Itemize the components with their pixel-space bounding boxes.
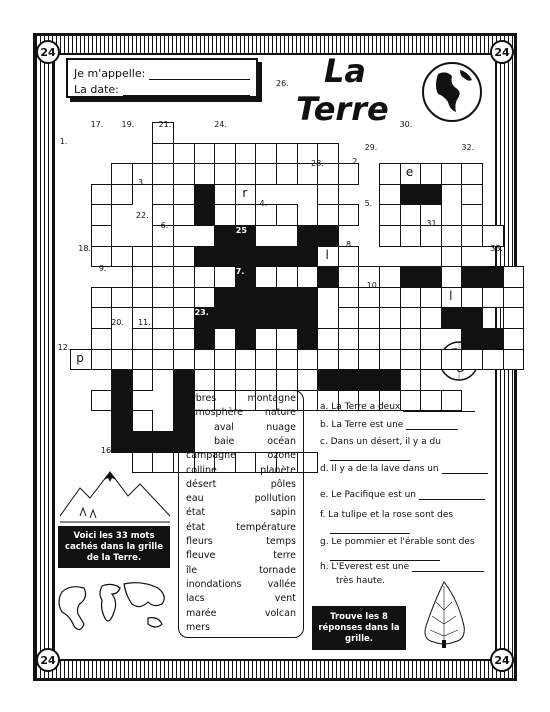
grid-cell-black xyxy=(235,328,257,350)
grid-cell[interactable] xyxy=(132,328,154,350)
word-list-item: inondations xyxy=(186,578,242,590)
question-item xyxy=(320,437,441,447)
grid-cell[interactable] xyxy=(255,143,277,165)
clue-number: 12. xyxy=(57,342,71,352)
grid-cell-black xyxy=(235,307,257,329)
grid-cell[interactable] xyxy=(173,143,195,165)
tree-drawing-icon xyxy=(416,578,472,650)
grid-cell[interactable] xyxy=(255,266,277,288)
question-text: c. Dans un désert, il y a du xyxy=(320,437,441,447)
grid-cell[interactable] xyxy=(255,163,277,185)
grid-cell-black xyxy=(420,266,442,288)
grid-letter xyxy=(400,163,420,183)
grid-cell[interactable] xyxy=(379,266,401,288)
question-item xyxy=(320,464,488,474)
grid-cell[interactable] xyxy=(358,328,380,350)
grid-cell-black xyxy=(482,328,504,350)
grid-cell[interactable] xyxy=(338,204,360,226)
grid-letter xyxy=(235,184,255,204)
word-list-item: montagne xyxy=(247,393,296,404)
grid-cell[interactable] xyxy=(91,204,113,226)
grid-cell-black xyxy=(297,246,319,268)
grid-letter-text: l xyxy=(449,288,453,303)
grid-cell[interactable] xyxy=(152,163,174,185)
page-number-bottom-left: 24 xyxy=(36,648,60,672)
page-number-bottom-right: 24 xyxy=(490,648,514,672)
grid-cell[interactable] xyxy=(91,390,113,412)
word-list-item: vent xyxy=(274,593,296,605)
answer-line[interactable] xyxy=(403,402,475,412)
word-list-item: température xyxy=(236,521,296,533)
globe-americas-icon xyxy=(420,60,484,124)
grid-cell[interactable] xyxy=(91,328,113,350)
grid-cell[interactable] xyxy=(152,184,174,206)
grid-cell-black xyxy=(132,431,154,453)
grid-cell-black xyxy=(461,307,483,329)
grid-cell[interactable] xyxy=(132,369,154,391)
grid-cell[interactable] xyxy=(338,328,360,350)
grid-cell[interactable] xyxy=(276,204,298,226)
clue-number: 4. xyxy=(259,198,268,208)
grid-cell-black xyxy=(297,307,319,329)
grid-cell[interactable] xyxy=(379,225,401,247)
grid-cell[interactable] xyxy=(91,307,113,329)
grid-cell-black xyxy=(214,246,236,268)
clue-number-in-block: 27. xyxy=(277,267,292,277)
clue-number: 1. xyxy=(59,136,68,146)
word-list-item: état xyxy=(186,521,206,533)
grid-cell[interactable] xyxy=(358,287,380,309)
grid-cell-black xyxy=(441,307,463,329)
clue-number: 9. xyxy=(98,264,107,274)
grid-cell-black xyxy=(214,307,236,329)
grid-cell-black xyxy=(214,287,236,309)
clue-number-in-block: 25 xyxy=(235,226,247,235)
grid-cell[interactable] xyxy=(152,143,174,165)
grid-cell-black xyxy=(255,246,277,268)
question-item xyxy=(320,420,458,430)
grid-cell-black xyxy=(235,246,257,268)
word-list-item: fleurs xyxy=(186,536,213,547)
grid-cell[interactable] xyxy=(91,287,113,309)
grid-cell[interactable] xyxy=(441,266,463,288)
grid-cell-black xyxy=(111,390,133,412)
grid-cell[interactable] xyxy=(255,328,277,350)
question-text: h. L'Everest est une xyxy=(320,562,410,572)
grid-cell[interactable] xyxy=(214,328,236,350)
answer-line[interactable] xyxy=(330,551,440,561)
word-list-item: île xyxy=(186,564,198,576)
grid-cell[interactable] xyxy=(338,163,360,185)
grid-cell[interactable] xyxy=(194,349,216,371)
grid-cell[interactable] xyxy=(420,307,442,329)
word-list-item: tornade xyxy=(259,564,296,576)
word-list-item: lacs xyxy=(186,593,205,605)
question-item xyxy=(320,510,453,520)
page-number-top-right: 24 xyxy=(490,40,514,64)
grid-cell[interactable] xyxy=(235,369,257,391)
date-label: La date: xyxy=(74,83,119,96)
grid-cell[interactable] xyxy=(255,204,277,226)
grid-cell[interactable] xyxy=(461,225,483,247)
word-list-item: ozone xyxy=(267,450,296,462)
grid-cell[interactable] xyxy=(379,184,401,206)
grid-cell[interactable] xyxy=(338,287,360,309)
grid-letter-text: r xyxy=(242,185,248,200)
grid-cell[interactable] xyxy=(503,266,525,288)
grid-cell[interactable] xyxy=(379,349,401,371)
grid-cell[interactable] xyxy=(214,163,236,185)
grid-cell-black xyxy=(297,287,319,309)
grid-cell[interactable] xyxy=(111,246,133,268)
grid-cell[interactable] xyxy=(173,246,195,268)
word-list-item: sapin xyxy=(270,507,296,519)
word-list-item: océan xyxy=(267,435,296,447)
grid-cell-black xyxy=(235,287,257,309)
grid-cell[interactable] xyxy=(194,163,216,185)
grid-cell[interactable] xyxy=(400,225,422,247)
name-date-box xyxy=(66,58,258,98)
grid-cell-black xyxy=(338,369,360,391)
word-list-item: pollution xyxy=(254,493,296,505)
grid-cell-black xyxy=(461,328,483,350)
grid-cell[interactable] xyxy=(152,287,174,309)
grid-cell[interactable] xyxy=(503,287,525,309)
clue-number: 24. xyxy=(214,120,227,130)
clue-number: 15. xyxy=(321,383,335,393)
grid-cell[interactable] xyxy=(214,266,236,288)
grid-cell[interactable] xyxy=(317,204,339,226)
grid-cell[interactable] xyxy=(420,287,442,309)
question-item xyxy=(320,402,475,412)
word-list-item: fleuve xyxy=(186,550,216,562)
grid-cell[interactable] xyxy=(317,349,339,371)
grid-cell[interactable] xyxy=(503,307,525,329)
grid-cell[interactable] xyxy=(276,328,298,350)
grid-cell[interactable] xyxy=(194,287,216,309)
grid-letter xyxy=(441,287,461,307)
grid-cell-black xyxy=(482,266,504,288)
grid-cell[interactable] xyxy=(111,349,133,371)
answer-line[interactable] xyxy=(412,562,484,572)
question-text: f. La tulipe et la rose sont des xyxy=(320,510,454,520)
answer-line[interactable] xyxy=(406,420,458,430)
grid-cell[interactable] xyxy=(441,163,463,185)
grid-cell[interactable] xyxy=(111,287,133,309)
word-list-item: temps xyxy=(266,536,296,547)
grid-cell[interactable] xyxy=(400,307,422,329)
grid-cell[interactable] xyxy=(461,163,483,185)
grid-cell[interactable] xyxy=(358,307,380,329)
grid-cell[interactable] xyxy=(482,287,504,309)
clue-number: 5. xyxy=(364,198,373,208)
word-list-item: nature xyxy=(264,407,296,419)
grid-cell[interactable] xyxy=(173,163,195,185)
grid-cell[interactable] xyxy=(235,349,257,371)
grid-cell-black xyxy=(461,266,483,288)
clue-number: 31. xyxy=(426,219,440,229)
grid-cell-black xyxy=(400,266,422,288)
clue-number: 2. xyxy=(352,157,360,167)
grid-cell[interactable] xyxy=(420,163,442,185)
grid-cell[interactable] xyxy=(111,184,133,206)
word-list-item: état xyxy=(186,507,206,519)
grid-cell[interactable] xyxy=(358,349,380,371)
word-list-item: eau xyxy=(186,493,204,505)
word-list-item: terre xyxy=(273,550,296,562)
clue-number: 29. xyxy=(364,142,378,152)
word-list-item: marée xyxy=(186,607,217,619)
mountains-drawing-icon xyxy=(60,466,170,526)
grid-cell[interactable] xyxy=(379,204,401,226)
question-item xyxy=(320,537,475,547)
grid-cell[interactable] xyxy=(276,163,298,185)
grid-cell[interactable] xyxy=(214,349,236,371)
grid-cell[interactable] xyxy=(461,349,483,371)
clue-number: 33. xyxy=(490,243,503,253)
grid-cell-black xyxy=(297,328,319,350)
clue-number: 32. xyxy=(461,142,475,152)
clue-number: 21. xyxy=(158,120,172,130)
word-list-item: mers xyxy=(186,621,210,633)
date-line[interactable] xyxy=(123,85,250,96)
grid-cell[interactable] xyxy=(338,266,360,288)
page-number-top-left: 24 xyxy=(36,40,60,64)
question-item xyxy=(336,576,385,586)
grid-cell-black xyxy=(194,204,216,226)
grid-letter-text: l xyxy=(325,247,329,262)
grid-cell-black xyxy=(152,431,174,453)
grid-cell[interactable] xyxy=(503,328,525,350)
grid-cell[interactable] xyxy=(379,163,401,185)
clue-number-in-block: 14. xyxy=(153,370,168,380)
grid-cell-black xyxy=(276,246,298,268)
grid-cell[interactable] xyxy=(461,184,483,206)
title-terre: Terre xyxy=(296,90,389,128)
word-list-item: nuage xyxy=(266,421,296,433)
grid-cell[interactable] xyxy=(276,369,298,391)
grid-cell[interactable] xyxy=(194,143,216,165)
answers-label: Trouve les 8 réponses dans la grille. xyxy=(312,606,406,650)
word-list-item: volcan xyxy=(264,607,296,619)
grid-cell[interactable] xyxy=(235,204,257,226)
title-la: La xyxy=(324,52,366,90)
answer-line[interactable] xyxy=(330,451,410,461)
grid-cell-black xyxy=(400,184,422,206)
grid-cell-black xyxy=(276,307,298,329)
grid-cell-black xyxy=(379,369,401,391)
grid-cell[interactable] xyxy=(400,328,422,350)
grid-cell[interactable] xyxy=(173,328,195,350)
clue-number: 8. xyxy=(346,239,354,249)
grid-cell[interactable] xyxy=(338,349,360,371)
grid-cell-black xyxy=(358,369,380,391)
world-map-icon xyxy=(56,578,174,642)
grid-cell[interactable] xyxy=(132,349,154,371)
grid-cell[interactable] xyxy=(441,246,463,268)
name-label: Je m'appelle: xyxy=(74,67,146,80)
grid-cell[interactable] xyxy=(152,266,174,288)
grid-cell[interactable] xyxy=(132,410,154,432)
grid-cell-black xyxy=(276,287,298,309)
grid-cell-black xyxy=(214,225,236,247)
word-list-item: pôles xyxy=(270,478,296,490)
clue-number: 3. xyxy=(137,177,146,187)
grid-cell-black xyxy=(255,287,277,309)
grid-cell-black xyxy=(194,328,216,350)
grid-cell[interactable] xyxy=(379,307,401,329)
grid-cell-black xyxy=(111,410,133,432)
grid-cell-black xyxy=(297,225,319,247)
question-text: d. Il y a de la lave dans un xyxy=(320,464,439,474)
word-list-item: planète xyxy=(260,464,296,476)
grid-cell-black xyxy=(194,246,216,268)
grid-cell[interactable] xyxy=(173,349,195,371)
grid-cell-black xyxy=(111,369,133,391)
word-list-item: baie xyxy=(214,435,235,447)
clue-number: 17. xyxy=(90,120,104,130)
clue-number: 30. xyxy=(399,120,413,130)
grid-cell-black xyxy=(173,369,195,391)
question-text: g. Le pommier et l'érable sont des xyxy=(320,537,475,547)
grid-cell[interactable] xyxy=(379,287,401,309)
question-item xyxy=(320,562,484,572)
clue-number: 26. xyxy=(276,79,289,89)
answer-line[interactable] xyxy=(419,490,485,500)
grid-cell[interactable] xyxy=(338,246,360,268)
question-text: a. La Terre a deux xyxy=(320,402,401,412)
grid-letter xyxy=(317,246,337,266)
hidden-words-label: Voici les 33 mots cachés dans la grille de la Terre. xyxy=(58,526,170,568)
grid-cell-black xyxy=(317,266,339,288)
answer-line[interactable] xyxy=(330,524,410,534)
clue-number-in-block: 7. xyxy=(235,267,245,277)
grid-cell-black xyxy=(420,184,442,206)
question-text: e. Le Pacifique est un xyxy=(320,490,417,500)
grid-cell[interactable] xyxy=(152,349,174,371)
grid-cell[interactable] xyxy=(173,266,195,288)
grid-letter-text: e xyxy=(405,165,414,180)
grid-cell[interactable] xyxy=(194,266,216,288)
question-text: très haute. xyxy=(336,576,385,586)
grid-cell[interactable] xyxy=(482,349,504,371)
grid-cell[interactable] xyxy=(132,287,154,309)
grid-cell[interactable] xyxy=(173,287,195,309)
clue-number: 16. xyxy=(100,445,114,455)
word-list-item: atmosphère xyxy=(186,407,243,419)
grid-cell[interactable] xyxy=(91,225,113,247)
grid-cell[interactable] xyxy=(400,204,422,226)
grid-cell[interactable] xyxy=(441,225,463,247)
clue-number: 11. xyxy=(137,318,151,327)
word-list-item: campagne xyxy=(186,450,237,462)
clue-number: 28. xyxy=(311,159,324,169)
grid-cell[interactable] xyxy=(400,287,422,309)
grid-cell[interactable] xyxy=(441,349,463,371)
grid-cell[interactable] xyxy=(317,184,339,206)
clue-number: 19. xyxy=(121,120,135,130)
grid-cell[interactable] xyxy=(503,349,525,371)
grid-cell[interactable] xyxy=(420,349,442,371)
grid-cell[interactable] xyxy=(255,369,277,391)
grid-letter-text: p xyxy=(76,350,84,365)
grid-cell[interactable] xyxy=(173,204,195,226)
clue-number: 18. xyxy=(78,243,91,253)
clue-number-in-block: 23. xyxy=(194,308,209,318)
grid-cell-black xyxy=(194,184,216,206)
clue-number: 20. xyxy=(111,318,124,327)
grid-cell-black xyxy=(255,307,277,329)
grid-cell[interactable] xyxy=(235,143,257,165)
grid-cell[interactable] xyxy=(297,266,319,288)
grid-cell[interactable] xyxy=(91,349,113,371)
grid-cell-black xyxy=(317,225,339,247)
grid-letter xyxy=(70,349,90,369)
grid-cell[interactable] xyxy=(461,287,483,309)
grid-cell[interactable] xyxy=(276,143,298,165)
grid-cell[interactable] xyxy=(111,163,133,185)
grid-cell[interactable] xyxy=(420,225,442,247)
word-list-item: vallée xyxy=(267,578,296,590)
name-line[interactable] xyxy=(149,69,250,80)
clue-number: 10. xyxy=(366,280,380,290)
grid-cell[interactable] xyxy=(235,163,257,185)
grid-cell[interactable] xyxy=(297,369,319,391)
grid-cell[interactable] xyxy=(214,184,236,206)
grid-cell[interactable] xyxy=(214,143,236,165)
grid-cell[interactable] xyxy=(214,204,236,226)
grid-cell[interactable] xyxy=(338,307,360,329)
grid-cell[interactable] xyxy=(461,204,483,226)
clue-number: 6. xyxy=(160,221,169,231)
grid-cell[interactable] xyxy=(132,266,154,288)
clue-number-in-block: 13. xyxy=(256,349,271,359)
word-list-item: arbres xyxy=(186,393,217,404)
question-text: b. La Terre est une xyxy=(320,420,404,430)
grid-cell[interactable] xyxy=(132,246,154,268)
question-item xyxy=(320,490,485,500)
grid-cell[interactable] xyxy=(194,369,216,391)
grid-cell[interactable] xyxy=(214,369,236,391)
grid-cell[interactable] xyxy=(91,184,113,206)
grid-cell-black xyxy=(111,431,133,453)
word-list-item: désert xyxy=(186,478,217,490)
grid-cell[interactable] xyxy=(317,328,339,350)
grid-cell[interactable] xyxy=(152,307,174,329)
word-list-item: colline xyxy=(186,464,217,476)
grid-cell[interactable] xyxy=(276,349,298,371)
grid-cell[interactable] xyxy=(400,369,422,391)
word-list-item: aval xyxy=(214,421,234,433)
clue-number: 22. xyxy=(135,210,149,220)
answer-line[interactable] xyxy=(442,464,488,474)
grid-cell[interactable] xyxy=(379,328,401,350)
